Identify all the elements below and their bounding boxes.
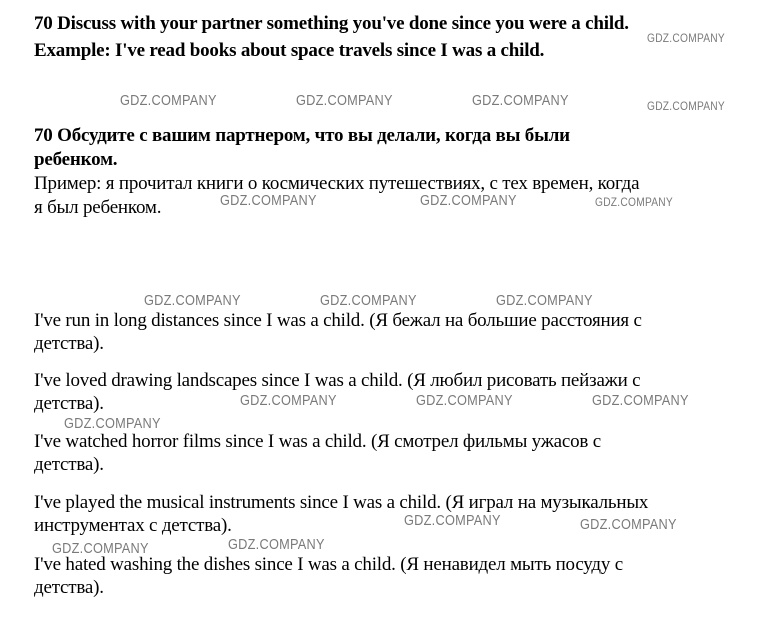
watermark: GDZ.COMPANY (496, 292, 593, 309)
answer-3-line1: I've watched horror films since I was a child. (Я смотрел фильмы ужасов с (34, 431, 601, 452)
watermark: GDZ.COMPANY (64, 415, 161, 432)
watermark: GDZ.COMPANY (296, 92, 393, 109)
answer-2-line2: детства). (34, 393, 104, 414)
watermark: GDZ.COMPANY (320, 292, 417, 309)
answer-1-line1: I've run in long distances since I was a child. (Я бежал на большие расстояния с (34, 310, 642, 331)
task-example-ru-line1: Пример: я прочитал книги о космических путешествиях, с тех времен, когда (34, 173, 640, 194)
answer-4-line2: инструментах с детства). (34, 515, 232, 536)
answer-3-line2: детства). (34, 454, 104, 475)
task-title-en: 70 Discuss with your partner something you've done since you were a child. (34, 13, 629, 34)
watermark: GDZ.COMPANY (416, 392, 513, 409)
answer-5-line1: I've hated washing the dishes since I was a child. (Я ненавидел мыть посуду с (34, 554, 623, 575)
task-example-ru-line2: я был ребенком. (34, 197, 162, 218)
watermark: GDZ.COMPANY (595, 195, 673, 209)
watermark: GDZ.COMPANY (52, 540, 149, 557)
watermark: GDZ.COMPANY (592, 392, 689, 409)
watermark: GDZ.COMPANY (120, 92, 217, 109)
watermark: GDZ.COMPANY (580, 516, 677, 533)
watermark: GDZ.COMPANY (472, 92, 569, 109)
watermark: GDZ.COMPANY (420, 192, 517, 209)
watermark: GDZ.COMPANY (228, 536, 325, 553)
answer-1-line2: детства). (34, 333, 104, 354)
watermark: GDZ.COMPANY (404, 512, 501, 529)
watermark: GDZ.COMPANY (220, 192, 317, 209)
answer-2-line1: I've loved drawing landscapes since I was a child. (Я любил рисовать пейзажи с (34, 370, 641, 391)
watermark: GDZ.COMPANY (240, 392, 337, 409)
task-title-ru-line2: ребенком. (34, 149, 118, 170)
watermark: GDZ.COMPANY (144, 292, 241, 309)
answer-5-line2: детства). (34, 577, 104, 598)
task-example-en: Example: I've read books about space travels since I was a child. (34, 40, 545, 61)
task-title-ru-line1: 70 Обсудите с вашим партнером, что вы делали, когда вы были (34, 125, 570, 146)
answer-4-line1: I've played the musical instruments since I was a child. (Я играл на музыкальных (34, 492, 649, 513)
watermark: GDZ.COMPANY (647, 99, 725, 113)
watermark: GDZ.COMPANY (647, 31, 725, 45)
